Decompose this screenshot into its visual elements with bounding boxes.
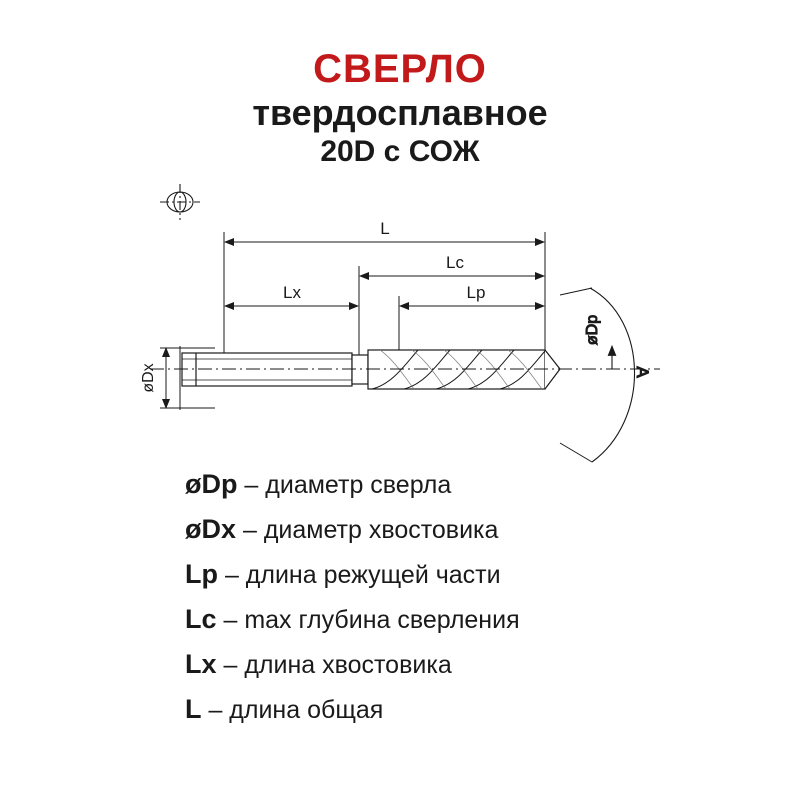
legend-text: длина общая [229,696,384,724]
legend-text: max глубина сверления [244,606,520,634]
legend-item-lc [0,597,800,642]
legend-item-dp [0,462,800,507]
legend-item-lp [0,552,800,597]
legend-text: длина хвостовика [244,651,452,679]
legend-text: диаметр сверла [265,471,452,499]
dimension-label-Dx: øDx [140,363,157,393]
dimension-label-Dp: øDp [584,314,601,346]
legend-item-l [0,687,800,732]
dimension-label-A: A [633,366,652,378]
legend-dash: – [201,696,230,724]
page-title: СВЕРЛО [313,47,487,91]
legend-dash: – [216,606,245,634]
legend-symbol: øDx [185,514,237,544]
legend-symbol: L [185,694,202,724]
drill-geometry [150,350,660,389]
dimension-label-Lx: Lx [283,283,301,302]
technical-drawing [0,170,800,470]
dimension-label-Lp: Lp [466,283,486,302]
legend-dash: – [236,516,264,544]
first-angle-projection-symbol [160,184,200,220]
title-block [0,48,800,170]
legend-symbol: Lx [185,649,217,679]
dimension-L [225,219,544,242]
legend-dash: – [218,561,246,589]
legend-symbol: Lc [185,604,217,634]
page-subtitle-1: твердосплавное [252,92,548,133]
legend-dash: – [237,471,266,499]
dimension-Lp [400,283,544,306]
legend-dash: – [216,651,245,679]
dimension-label-Lc: Lc [446,253,464,272]
legend-symbol: Lp [185,559,218,589]
legend-list [0,462,800,732]
legend-item-dx [0,507,800,552]
legend-symbol: øDp [185,469,238,499]
dimension-Lx [225,283,358,306]
point-angle-view [560,288,652,462]
legend-item-lx [0,642,800,687]
dimension-Lc [360,253,544,276]
legend-text: длина режущей части [245,561,501,589]
drill-drawing-svg [0,170,800,470]
legend-text: диаметр хвостовика [263,516,499,544]
page-subtitle-2: 20D с СОЖ [320,135,480,169]
dimension-label-L: L [380,219,390,238]
